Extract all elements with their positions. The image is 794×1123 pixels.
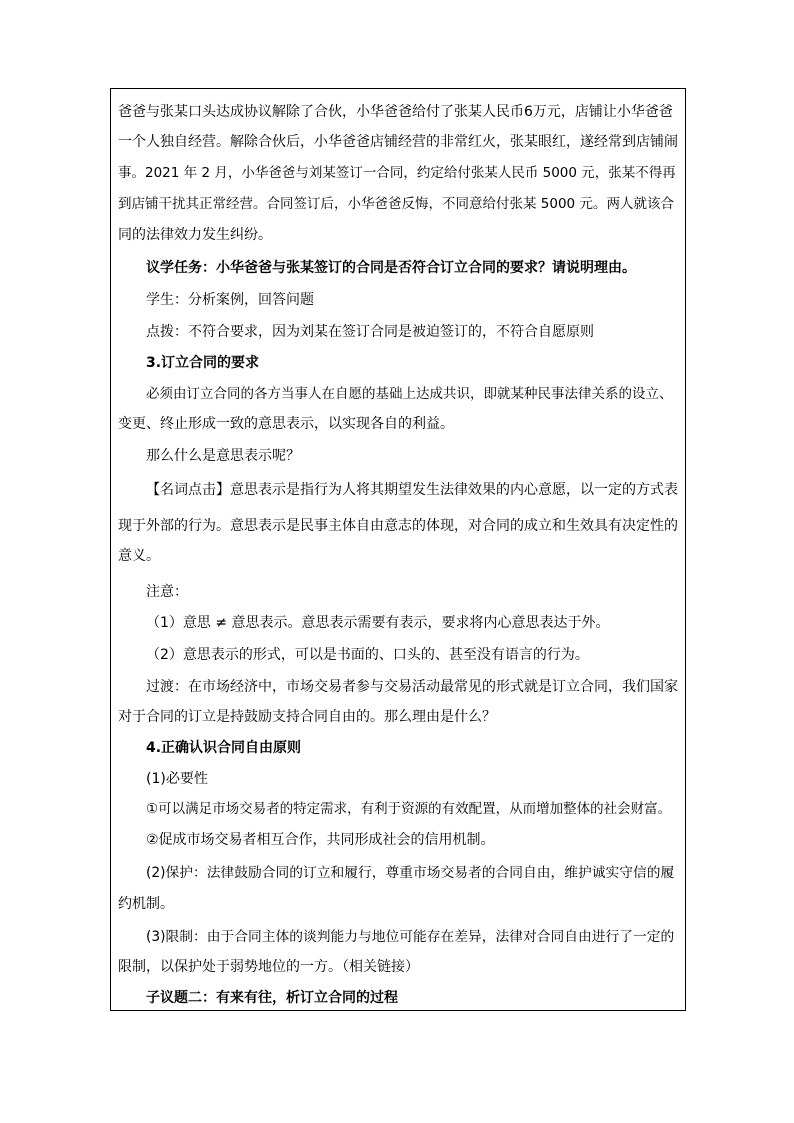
paragraph-line: 同的法律效力发生纠纷。 [118,227,272,243]
paragraph-line: (3)限制：由于合同主体的谈判能力与地位可能存在差异，法律对合同自由进行了一定的 [146,929,675,945]
definition-line: 【名词点击】意思表示是指行为人将其期望发生法律效果的内心意愿，以一定的方式表 [146,482,678,498]
note-label: 注意： [146,584,188,600]
hint-line: 点拨：不符合要求，因为刘某在签订合同是被迫签订的，不符合自愿原则 [146,324,594,340]
paragraph-line: 对于合同的订立是持鼓励支持合同自由的。那么理由是什么？ [118,709,496,725]
transition-line: 过渡：在市场经济中，市场交易者参与交易活动最常见的形式就是订立合同，我们国家 [146,679,678,695]
paragraph-line: 事。2021 年 2 月，小华爸爸与刘某签订一合同，约定给付张某人民币 5000 元，张某不得再 [118,165,676,181]
paragraph-line: 约机制。 [118,896,174,912]
list-item: ①可以满足市场交易者的特定需求，有利于资源的有效配置，从而增加整体的社会财富。 [146,801,672,817]
paragraph-line: 一个人独自经营。解除合伙后，小华爸爸店铺经营的非常红火，张某眼红，遂经常到店铺闹 [118,134,678,150]
question-line: 那么什么是意思表示呢？ [146,448,300,464]
subsection-label: (1)必要性 [146,771,208,787]
paragraph-line: 限制，以保护处于弱势地位的一方。（相关链接） [118,959,419,975]
sub-topic-heading: 子议题二：有来有往，析订立合同的过程 [146,990,398,1006]
paragraph-line: 变更、终止形成一致的意思表示，以实现各自的利益。 [118,416,454,432]
paragraph-line: (2)保护：法律鼓励合同的订立和履行，尊重市场交易者的合同自由，维护诚实守信的履 [146,865,675,881]
paragraph-line: 现于外部的行为。意思表示是民事主体自由意志的体现，对合同的成立和生效具有决定性的 [118,518,678,534]
section-heading: 3.订立合同的要求 [146,355,260,371]
student-line: 学生：分析案例，回答问题 [146,292,314,308]
note-item: （2）意思表示的形式，可以是书面的、口头的、甚至没有语言的行为。 [146,647,589,663]
section-heading: 4.正确认识合同自由原则 [146,740,302,756]
note-item: （1）意思 ≠ 意思表示。意思表示需要有表示，要求将内心意思表达于外。 [146,615,610,631]
paragraph-line: 必须由订立合同的各方当事人在自愿的基础上达成共识，即就某种民事法律关系的设立、 [146,386,673,402]
list-item: ②促成市场交易者相互合作，共同形成社会的信用机制。 [146,832,495,848]
paragraph-line: 意义。 [118,548,160,564]
paragraph-line: 到店铺干扰其正常经营。合同签订后，小华爸爸反悔，不同意给付张某 5000 元。两人就该合 [118,196,674,212]
task-heading: 议学任务：小华爸爸与张某签订的合同是否符合订立合同的要求？请说明理由。 [146,260,636,276]
content-table-cell [110,88,686,1011]
paragraph-line: 爸爸与张某口头达成协议解除了合伙，小华爸爸给付了张某人民币6万元，店铺让小华爸爸 [118,104,673,120]
